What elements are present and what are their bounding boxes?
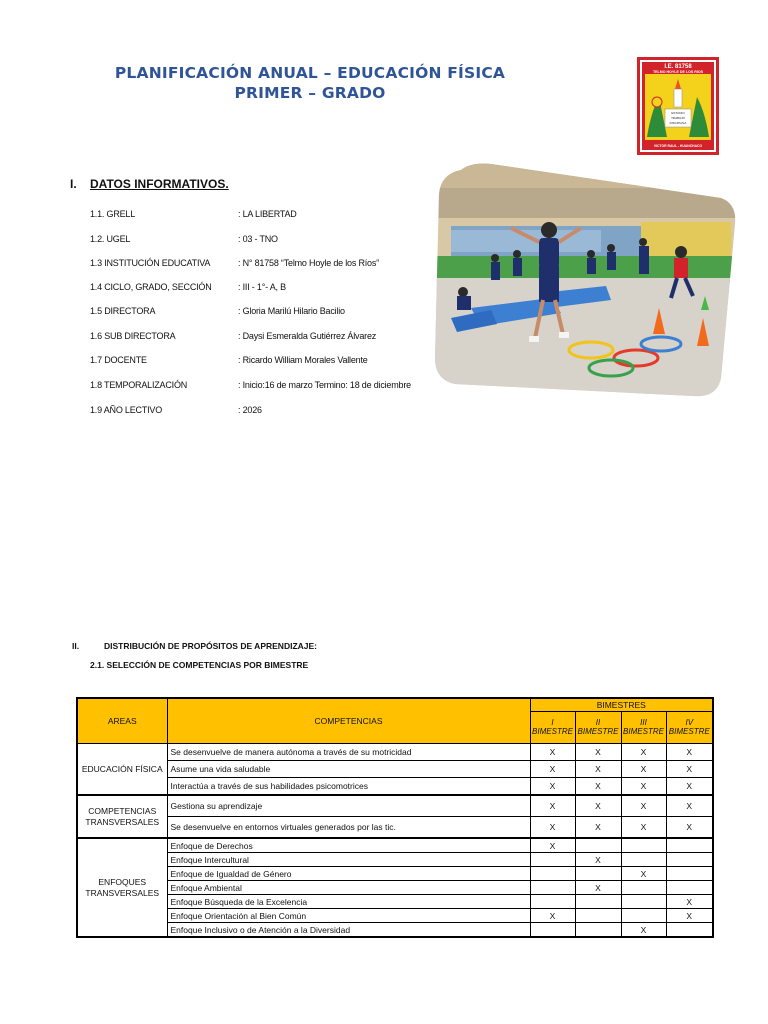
bimestre-mark-cell: X bbox=[621, 817, 666, 839]
info-key: 1.1. GRELL bbox=[90, 209, 136, 219]
bimestre-mark-cell bbox=[530, 923, 575, 938]
info-value: : 2026 bbox=[238, 405, 262, 415]
bimestre-mark-cell: X bbox=[575, 881, 621, 895]
bimestre-mark-cell: X bbox=[530, 817, 575, 839]
competency-cell: Enfoque Ambiental bbox=[167, 881, 530, 895]
logo-motto-1: ESTUDIO bbox=[671, 111, 685, 115]
bimestre-mark-cell bbox=[666, 881, 713, 895]
section-2-1-heading: 2.1. SELECCIÓN DE COMPETENCIAS POR BIMESTRE bbox=[90, 660, 309, 670]
bimestre-mark-cell bbox=[666, 867, 713, 881]
bimestre-mark-cell: X bbox=[530, 909, 575, 923]
logo-motto-2: TRABAJO bbox=[671, 116, 685, 120]
area-cell: COMPETENCIAS TRANSVERSALES bbox=[77, 795, 167, 838]
bimestre-mark-cell bbox=[666, 923, 713, 938]
competency-cell: Enfoque Búsqueda de la Excelencia bbox=[167, 895, 530, 909]
area-cell: EDUCACIÓN FÍSICA bbox=[77, 744, 167, 796]
bimestre-mark-cell bbox=[575, 895, 621, 909]
competency-cell: Enfoque de Derechos bbox=[167, 838, 530, 853]
bimestre-mark-cell bbox=[666, 853, 713, 867]
school-crest-logo bbox=[637, 57, 719, 155]
info-value: : 03 - TNO bbox=[238, 234, 278, 244]
bimestre-mark-cell: X bbox=[666, 744, 713, 761]
bimestre-mark-cell: X bbox=[575, 853, 621, 867]
bimestre-mark-cell bbox=[530, 881, 575, 895]
bimestre-mark-cell bbox=[621, 909, 666, 923]
section-2-number: II. bbox=[72, 641, 80, 651]
header-bimestre-2: II BIMESTRE bbox=[575, 711, 621, 743]
competencies-table-body bbox=[77, 744, 713, 938]
table-row bbox=[77, 867, 713, 881]
info-key: 1.3 INSTITUCIÓN EDUCATIVA bbox=[90, 258, 211, 268]
competency-cell: Enfoque Orientación al Bien Común bbox=[167, 909, 530, 923]
info-value: : LA LIBERTAD bbox=[238, 209, 297, 219]
logo-bottom-text: VICTOR RAUL - HUANCHACO bbox=[653, 144, 703, 148]
competency-cell: Se desenvuelve de manera autónoma a través de su motricidad bbox=[167, 744, 530, 761]
table-row bbox=[77, 895, 713, 909]
bimestre-mark-cell bbox=[621, 895, 666, 909]
logo-motto-3: DISCIPLINA bbox=[669, 121, 687, 125]
header-bimestre-3: III BIMESTRE bbox=[621, 711, 666, 743]
header-bimestre-4: IV BIMESTRE bbox=[666, 711, 713, 743]
bimestre-mark-cell: X bbox=[575, 795, 621, 817]
info-key: 1.6 SUB DIRECTORA bbox=[90, 331, 176, 341]
children-exercising-photo bbox=[431, 158, 737, 400]
document-title: PLANIFICACIÓN ANUAL – EDUCACIÓN FÍSICA bbox=[114, 64, 506, 82]
bimestre-mark-cell: X bbox=[621, 867, 666, 881]
bimestre-mark-cell: X bbox=[530, 795, 575, 817]
bimestre-mark-cell bbox=[530, 867, 575, 881]
bimestre-mark-cell: X bbox=[530, 778, 575, 796]
bimestre-mark-cell: X bbox=[575, 817, 621, 839]
info-key: 1.4 CICLO, GRADO, SECCIÓN bbox=[90, 282, 212, 292]
bimestre-mark-cell: X bbox=[621, 761, 666, 778]
logo-top-text: I.E. 81758 bbox=[664, 64, 692, 70]
info-value: : Daysi Esmeralda Gutiérrez Álvarez bbox=[238, 331, 377, 341]
info-key: 1.7 DOCENTE bbox=[90, 355, 147, 365]
table-row bbox=[77, 923, 713, 938]
bimestre-mark-cell bbox=[621, 838, 666, 853]
competency-cell: Enfoque Inclusivo o de Atención a la Diversidad bbox=[167, 923, 530, 938]
info-key: 1.9 AÑO LECTIVO bbox=[90, 405, 163, 415]
info-value: : N° 81758 “Telmo Hoyle de los Ríos” bbox=[238, 258, 379, 268]
table-row bbox=[77, 909, 713, 923]
bimestre-mark-cell bbox=[530, 853, 575, 867]
info-value: : Inicio:16 de marzo Termino: 18 de diciembre bbox=[238, 380, 411, 390]
bimestre-mark-cell: X bbox=[666, 795, 713, 817]
table-row bbox=[77, 778, 713, 796]
bimestre-mark-cell: X bbox=[530, 838, 575, 853]
section-1-heading bbox=[70, 177, 229, 191]
bimestre-mark-cell bbox=[666, 838, 713, 853]
competency-cell: Gestiona su aprendizaje bbox=[167, 795, 530, 817]
competency-cell: Enfoque Intercultural bbox=[167, 853, 530, 867]
section-1-title: DATOS INFORMATIVOS. bbox=[90, 177, 229, 191]
table-row bbox=[77, 744, 713, 761]
bimestre-mark-cell: X bbox=[621, 778, 666, 796]
competency-cell: Enfoque de Igualdad de Género bbox=[167, 867, 530, 881]
bimestre-mark-cell bbox=[621, 853, 666, 867]
bimestre-mark-cell: X bbox=[666, 909, 713, 923]
bimestre-mark-cell: X bbox=[530, 761, 575, 778]
section-1-number: I. bbox=[70, 177, 77, 191]
competency-cell: Asume una vida saludable bbox=[167, 761, 530, 778]
bimestre-mark-cell: X bbox=[621, 744, 666, 761]
competency-cell: Interactúa a través de sus habilidades psicomotrices bbox=[167, 778, 530, 796]
info-key: 1.2. UGEL bbox=[90, 234, 131, 244]
bimestre-mark-cell bbox=[575, 923, 621, 938]
section-2-heading bbox=[72, 641, 317, 651]
bimestre-mark-cell bbox=[575, 838, 621, 853]
bimestre-mark-cell: X bbox=[666, 778, 713, 796]
header-areas: AREAS bbox=[77, 698, 167, 744]
bimestre-mark-cell bbox=[621, 881, 666, 895]
bimestre-mark-cell: X bbox=[575, 744, 621, 761]
header-competencias: COMPETENCIAS bbox=[167, 698, 530, 744]
bimestre-mark-cell: X bbox=[666, 817, 713, 839]
bimestre-mark-cell: X bbox=[530, 744, 575, 761]
table-row bbox=[77, 795, 713, 817]
section-2-title: DISTRIBUCIÓN DE PROPÓSITOS DE APRENDIZAJE: bbox=[104, 641, 317, 651]
competency-cell: Se desenvuelve en entornos virtuales generados por las tic. bbox=[167, 817, 530, 839]
bimestre-mark-cell: X bbox=[666, 895, 713, 909]
header-bimestres: BIMESTRES bbox=[530, 698, 713, 711]
info-value: : Gloria Marilú Hilario Bacilio bbox=[238, 306, 345, 316]
document-subtitle: PRIMER – GRADO bbox=[234, 84, 386, 102]
info-key: 1.5 DIRECTORA bbox=[90, 306, 156, 316]
bimestre-mark-cell: X bbox=[575, 761, 621, 778]
bimestre-mark-cell: X bbox=[575, 778, 621, 796]
info-value: : III - 1°- A, B bbox=[238, 282, 286, 292]
table-row bbox=[77, 817, 713, 839]
info-key: 1.8 TEMPORALIZACIÓN bbox=[90, 380, 188, 390]
table-row bbox=[77, 853, 713, 867]
competencies-table bbox=[76, 697, 714, 938]
bimestre-mark-cell: X bbox=[621, 923, 666, 938]
table-row bbox=[77, 761, 713, 778]
bimestre-mark-cell bbox=[575, 867, 621, 881]
logo-name-text: TELMO HOYLE DE LOS RIOS bbox=[652, 70, 704, 74]
info-value: : Ricardo William Morales Vallente bbox=[238, 355, 368, 365]
bimestre-mark-cell bbox=[575, 909, 621, 923]
bimestre-mark-cell: X bbox=[621, 795, 666, 817]
header-bimestre-1: I BIMESTRE bbox=[530, 711, 575, 743]
bimestre-mark-cell bbox=[530, 895, 575, 909]
area-cell: ENFOQUES TRANSVERSALES bbox=[77, 838, 167, 937]
bimestre-mark-cell: X bbox=[666, 761, 713, 778]
table-row bbox=[77, 881, 713, 895]
table-row bbox=[77, 838, 713, 853]
